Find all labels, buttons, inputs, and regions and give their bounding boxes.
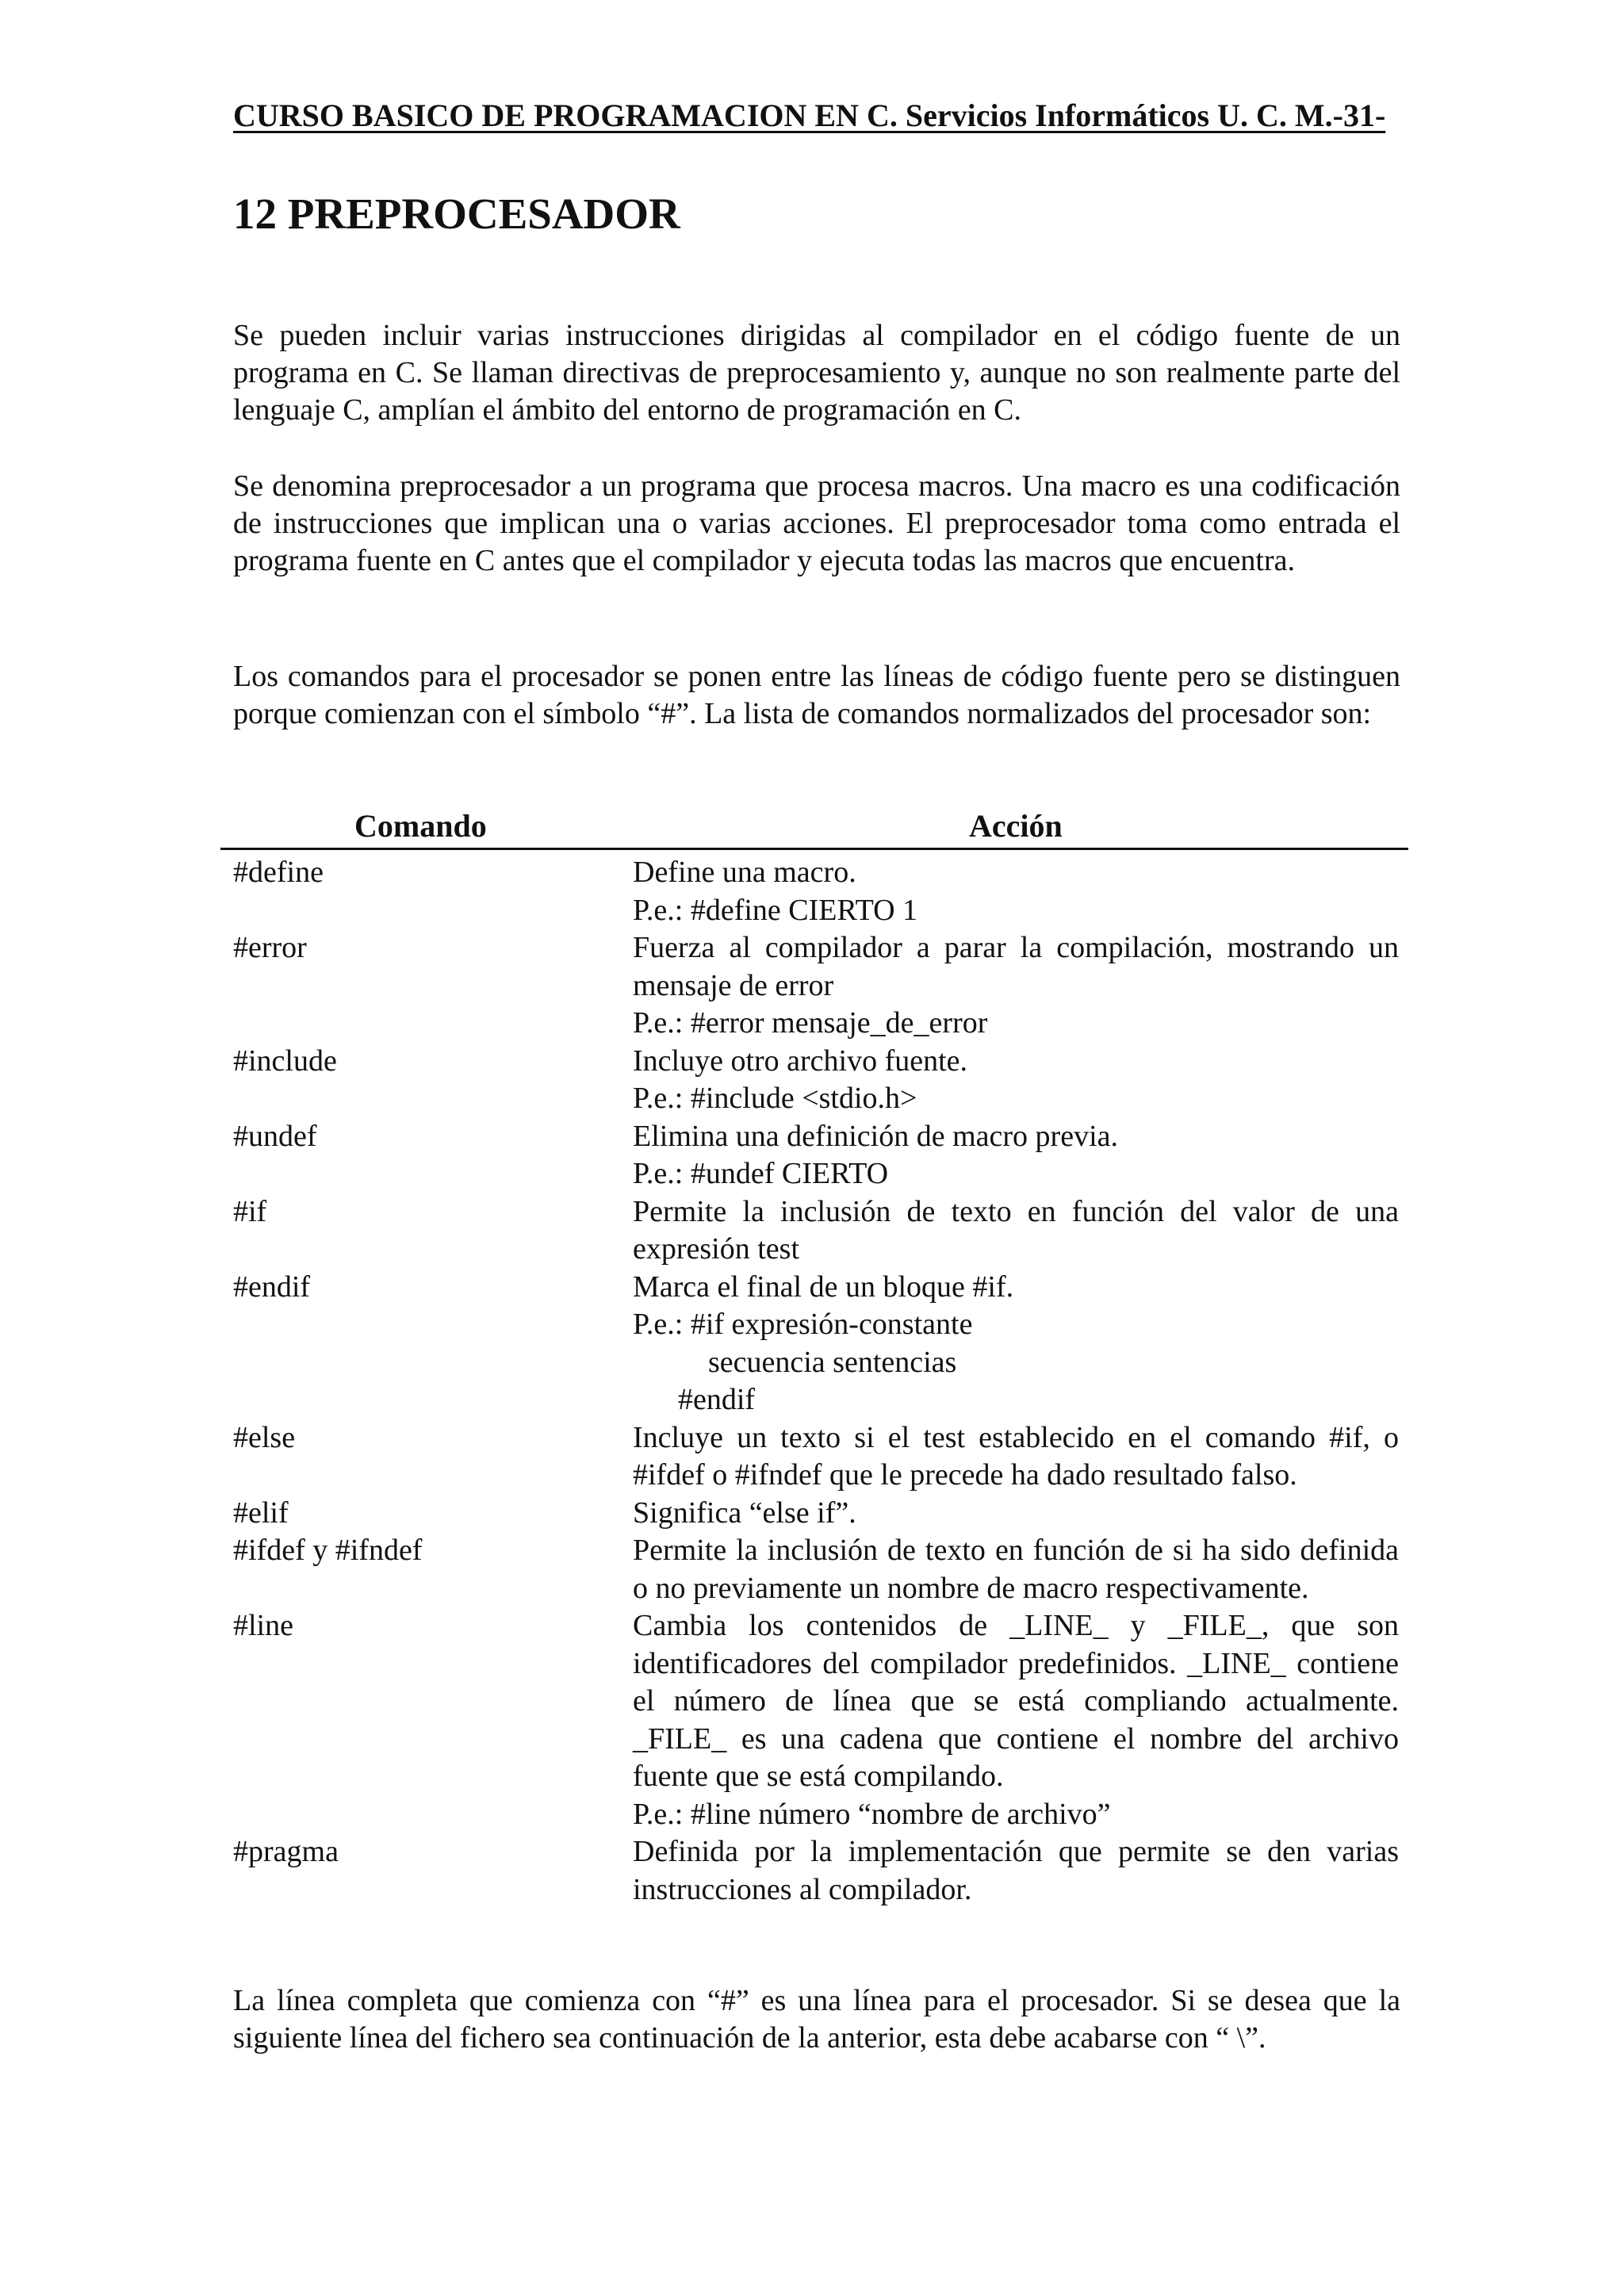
action-description: Permite la inclusión de texto en función del valor de una expresión test (633, 1194, 1399, 1266)
action-description: Definida por la implementación que permite se den varias instrucciones al compilador. (633, 1835, 1399, 1906)
action-cell (633, 1495, 1399, 1533)
action-cell (633, 1419, 1399, 1495)
action-example: P.e.: #line número “nombre de archivo” (633, 1797, 1111, 1831)
section-title: 12 PREPROCESADOR (233, 190, 680, 238)
action-description: Permite la inclusión de texto en función de si ha sido definida o no previamente un nombre de macro respectivamente. (633, 1534, 1399, 1605)
table-row (0, 1193, 1624, 1269)
action-cell (633, 1607, 1399, 1833)
command-cell: #include (233, 1044, 337, 1078)
action-example: P.e.: #define CIERTO 1 (633, 893, 918, 927)
table-row (0, 1495, 1624, 1533)
table-row (0, 1419, 1624, 1495)
action-cell (633, 1532, 1399, 1607)
action-cell (633, 1043, 1399, 1118)
action-description: Cambia los contenidos de _LINE_ y _FILE_, que son identificadores del compilador predefinidos. _LINE_ contiene el número de línea que se está compliando actualmente. _FILE_ es una cadena que contiene el nombre del archivo fuente que se está compilando. (633, 1609, 1399, 1793)
command-cell: #error (233, 931, 307, 964)
action-cell (633, 854, 1399, 929)
table-row (0, 1607, 1624, 1833)
action-example: P.e.: #include <stdio.h> (633, 1082, 917, 1115)
action-cell (633, 1269, 1399, 1419)
action-cell (633, 1193, 1399, 1269)
directive-table (0, 854, 1624, 1909)
table-row (0, 1043, 1624, 1118)
command-cell: #endif (233, 1270, 311, 1304)
table-header-command: Comando (354, 808, 487, 844)
page-header: CURSO BASICO DE PROGRAMACION EN C. Servicios Informáticos U. C. M.-31- (233, 98, 1386, 133)
command-cell: #undef (233, 1119, 317, 1153)
action-example: P.e.: #undef CIERTO (633, 1157, 889, 1190)
action-description: Incluye otro archivo fuente. (633, 1044, 968, 1078)
table-row (0, 1833, 1624, 1909)
table-row (0, 1269, 1624, 1419)
action-description: Fuerza al compilador a parar la compilación, mostrando un mensaje de error (633, 931, 1399, 1002)
command-cell: #line (233, 1609, 293, 1642)
command-cell: #if (233, 1194, 267, 1228)
action-description: Incluye un texto si el test establecido en el comando #if, o #ifdef o #ifndef que le precede ha dado resultado falso. (633, 1420, 1399, 1492)
closing-paragraph: La línea completa que comienza con “#” es una línea para el procesador. Si se desea que la siguiente línea del fichero sea continuación de la anterior, esta debe acabarse con “ \”. (233, 1984, 1400, 2055)
action-description: Elimina una definición de macro previa. (633, 1119, 1118, 1153)
table-row (0, 1532, 1624, 1607)
action-cell (633, 929, 1399, 1043)
table-row (0, 854, 1624, 929)
table-header-rule (220, 848, 1408, 850)
action-description: Significa “else if”. (633, 1496, 856, 1530)
commands-paragraph: Los comandos para el procesador se ponen entre las líneas de código fuente pero se distinguen porque comienzan con el símbolo “#”. La lista de comandos normalizados del procesador son: (233, 660, 1400, 730)
command-cell: #ifdef y #ifndef (233, 1534, 423, 1567)
command-cell: #define (233, 856, 324, 889)
intro-paragraph: Se pueden incluir varias instrucciones dirigidas al compilador en el código fuente de un programa en C. Se llaman directivas de preprocesamiento y, aunque no son realmente parte del lenguaje C, amplían el ámbito del entorno de programación en C. (233, 319, 1400, 427)
action-cell (633, 1833, 1399, 1909)
action-example: P.e.: #if expresión-constante secuencia sentencias #endif (633, 1308, 973, 1416)
command-cell: #elif (233, 1496, 289, 1530)
action-description: Marca el final de un bloque #if. (633, 1270, 1014, 1304)
action-cell (633, 1118, 1399, 1193)
command-cell: #else (233, 1420, 296, 1454)
table-row (0, 1118, 1624, 1193)
table-header-action: Acción (969, 808, 1063, 844)
action-example: P.e.: #error mensaje_de_error (633, 1006, 988, 1040)
table-row (0, 929, 1624, 1043)
command-cell: #pragma (233, 1835, 339, 1868)
action-description: Define una macro. (633, 856, 856, 889)
preprocessor-paragraph: Se denomina preprocesador a un programa que procesa macros. Una macro es una codificación de instrucciones que implican una o varias acciones. El preprocesador toma como entrada el programa fuente en C antes que el compilador y ejecuta todas las macros que encuentra. (233, 469, 1400, 577)
